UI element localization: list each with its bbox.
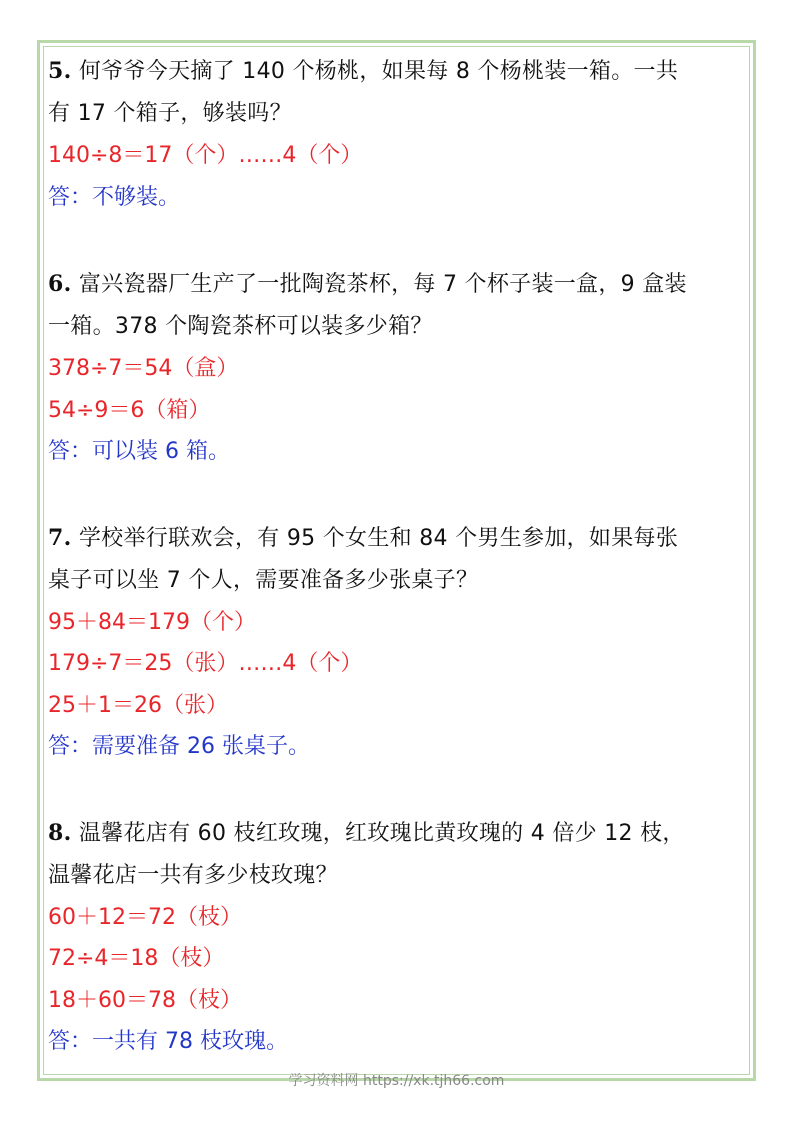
problem-number: 5. (48, 58, 72, 84)
solution-step: 72÷4＝18（枝） (48, 946, 225, 971)
problem-5 (48, 50, 748, 218)
problem-number: 6. (48, 271, 72, 297)
solution-step: 95＋84＝179（个） (48, 609, 256, 635)
question-line: 桌子可以坐 7 个人，需要准备多少张桌子？ (48, 567, 479, 593)
solution-step: 378÷7＝54（盒） (48, 356, 239, 381)
question-line (48, 812, 748, 855)
problem-7 (48, 517, 748, 768)
question-line (48, 50, 748, 93)
solution-step: 179÷7＝25（张）……4（个） (48, 651, 363, 676)
answer-line: 答：需要准备 26 张桌子。 (48, 734, 310, 759)
question-text: 富兴瓷器厂生产了一批陶瓷茶杯，每 7 个杯子装一盒，9 盒装 (78, 272, 687, 297)
solution-step: 25＋1＝26（张） (48, 692, 228, 718)
question-text: 温馨花店有 60 枝红玫瑰，红玫瑰比黄玫瑰的 4 倍少 12 枝， (78, 820, 685, 846)
footer-watermark: 学习资料网 https://xk.tjh66.com (288, 1073, 505, 1089)
question-text: 学校举行联欢会，有 95 个女生和 84 个男生参加，如果每张 (78, 525, 679, 551)
answer-line: 答：可以装 6 箱。 (48, 439, 230, 464)
solution-step: 140÷8＝17（个）……4（个） (48, 143, 363, 168)
problem-number: 7. (48, 524, 72, 551)
solution-step: 18＋60＝78（枝） (48, 987, 242, 1013)
problem-8 (48, 812, 748, 1063)
question-text: 何爷爷今天摘了 140 个杨桃，如果每 8 个杨桃装一箱。一共 (78, 59, 679, 84)
answer-line: 答：不够装。 (48, 184, 181, 210)
problem-6 (48, 263, 748, 473)
question-line: 温馨花店一共有多少枝玫瑰？ (48, 862, 338, 888)
problem-number: 8. (48, 819, 72, 846)
worksheet-content (48, 50, 748, 1063)
question-line (48, 517, 748, 560)
answer-line: 答：一共有 78 枝玫瑰。 (48, 1029, 288, 1054)
question-line (48, 263, 748, 306)
solution-step: 54÷9＝6（箱） (48, 397, 211, 423)
question-line: 一箱。378 个陶瓷茶杯可以装多少箱？ (48, 314, 433, 339)
question-line: 有 17 个箱子，够装吗？ (48, 101, 292, 126)
solution-step: 60＋12＝72（枝） (48, 904, 242, 930)
